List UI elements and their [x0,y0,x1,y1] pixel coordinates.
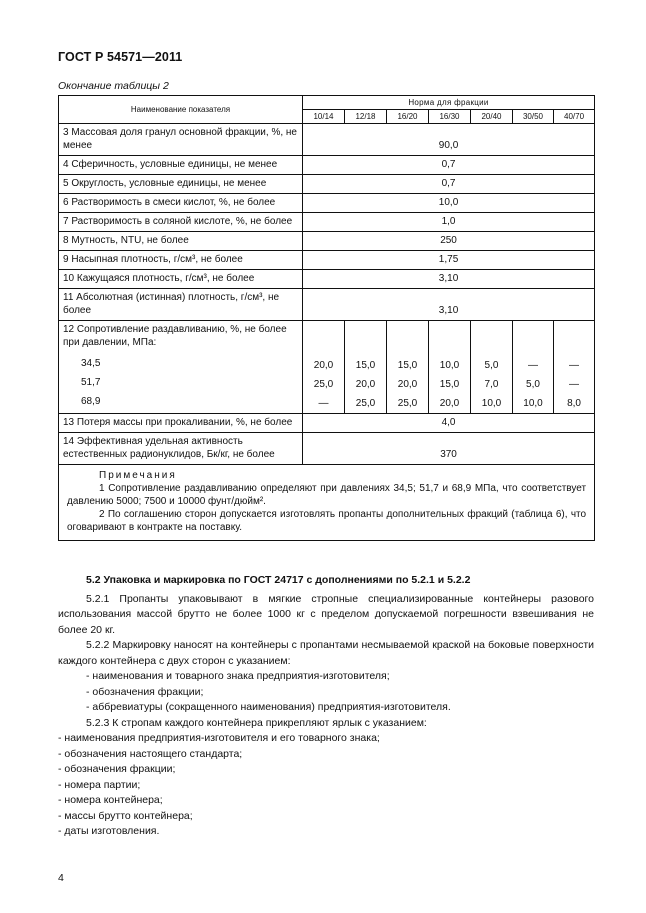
table-row: 7 Растворимость в соляной кислоте, %, не более 1,0 [59,213,595,232]
row-value: 250 [303,232,595,251]
crush-value: 25,0 [355,398,376,409]
crush-value: 20,0 [439,398,460,409]
crush-value: 8,0 [567,398,581,409]
paragraph-5-2-3: 5.2.3 К стропам каждого контейнера прикрепляют ярлык с указанием: [86,716,427,729]
crush-value: 25,0 [397,398,418,409]
crush-value: 10,0 [439,360,460,371]
pressure-label: 68,9 [81,396,101,407]
table-row: 4 Сферичность, условные единицы, не менее 0,7 [59,156,595,175]
list-item: - аббревиатуры (сокращенного наименования) предприятия-изготовителя. [86,701,451,713]
list-item: - номера контейнера; [58,794,163,806]
paragraph-5-2-1: 5.2.1 Пропанты упаковывают в мягкие стропные специализированные контейнеры разового использования массой брутто не более 1000 кг с пределом допускаемой погрешности взвешивания не более 20 кг. [58,592,594,636]
section-5-2 [58,573,594,840]
crush-value: 15,0 [439,379,460,390]
column-header-name: Наименование показателя [59,96,303,124]
crush-value: — [528,360,538,371]
list-item: - номера партии; [58,778,141,791]
list-item: - обозначения фракции; [58,763,176,775]
list-item: - наименования и товарного знака предприятия-изготовителя; [86,670,390,682]
list-item: - массы брутто контейнера; [58,809,193,822]
crush-value: 5,0 [484,360,499,371]
crush-value: — [318,398,329,409]
table-row: 5 Округлость, условные единицы, не менее 0,7 [59,175,595,194]
column-header-norm: Норма для фракции [303,96,595,110]
list-item: - наименования предприятия-изготовителя и его товарного знака; [58,732,380,744]
note-2: 2 По соглашению сторон допускается изготовлять пропанты дополнительных фракций (таблица 6), что оговаривают в контракте на поставку. [67,509,587,533]
fraction-header: 30/50 [513,110,554,124]
crush-value: 10,0 [523,398,543,409]
fraction-header: 16/30 [429,110,471,124]
crush-value: 25,0 [313,379,334,390]
row-value: 0,7 [303,156,595,175]
crush-value: 5,0 [526,379,540,390]
table-row: 8 Мутность, NTU, не более 250 [59,232,595,251]
table-row: 6 Растворимость в смеси кислот, %, не более 10,0 [59,194,595,213]
note-1: 1 Сопротивление раздавливанию определяют при давлениях 34,5; 51,7 и 68,9 МПа, что соответствует давлению 5000; 7500 и 10000 фунт/дюйм². [67,483,587,507]
table-row: 13 Потеря массы при прокаливании, %, не более 4,0 [59,414,595,433]
fraction-header: 40/70 [554,110,595,124]
notes-row [59,465,595,541]
paragraph-5-2-2: 5.2.2 Маркировку наносят на контейнеры с пропантами несмываемой краской на боковые поверхности каждого контейнера с двух сторон с указанием: [58,639,594,667]
crush-value: — [569,360,580,371]
fraction-header: 12/18 [345,110,387,124]
row-value: 370 [303,433,595,465]
crush-value: 15,0 [355,360,376,371]
crush-value: 20,0 [397,379,418,390]
pressure-label: 51,7 [81,377,101,388]
row-value: 1,75 [303,251,595,270]
row-value: 3,10 [303,289,595,321]
fraction-header: 10/14 [303,110,345,124]
list-item: - даты изготовления. [58,825,160,837]
crush-value: 7,0 [484,379,499,390]
table-caption: Окончание таблицы 2 [58,80,169,92]
section-heading: 5.2 Упаковка и маркировка по ГОСТ 24717 с дополнениями по 5.2.1 и 5.2.2 [86,574,471,586]
fraction-header: 20/40 [471,110,513,124]
row-value: 90,0 [303,124,595,156]
fraction-header: 16/20 [387,110,429,124]
document-header: ГОСТ Р 54571—2011 [58,50,183,64]
crush-value: 20,0 [355,379,376,390]
list-item: - обозначения фракции; [86,685,204,698]
table-row: 10 Кажущаяся плотность, г/см³, не более 3,10 [59,270,595,289]
crush-value: 20,0 [313,360,334,371]
table-row: 3 Массовая доля гранул основной фракции, %, не менее 90,0 [59,124,595,156]
row-value: 1,0 [303,213,595,232]
row-value: 10,0 [303,194,595,213]
row-value: 0,7 [303,175,595,194]
page-number: 4 [58,872,64,884]
table-row: 14 Эффективная удельная активность естественных радионуклидов, Бк/кг, не более 370 [59,433,595,465]
crush-resistance-label: 12 Сопротивление раздавливанию, %, не более при давлении, МПа: [63,324,287,348]
notes-title: Примечания [99,470,177,481]
table-row: 9 Насыпная плотность, г/см³, не более 1,75 [59,251,595,270]
row-value: 4,0 [303,414,595,433]
crush-value: 10,0 [481,398,502,409]
row-value: 3,10 [303,270,595,289]
crush-value: 15,0 [397,360,418,371]
crush-resistance-row [59,321,595,414]
crush-value: — [569,379,580,390]
properties-table [58,95,595,541]
list-item: - обозначения настоящего стандарта; [58,747,243,760]
table-row: 11 Абсолютная (истинная) плотность, г/см³, не более 3,10 [59,289,595,321]
pressure-label: 34,5 [81,358,101,369]
